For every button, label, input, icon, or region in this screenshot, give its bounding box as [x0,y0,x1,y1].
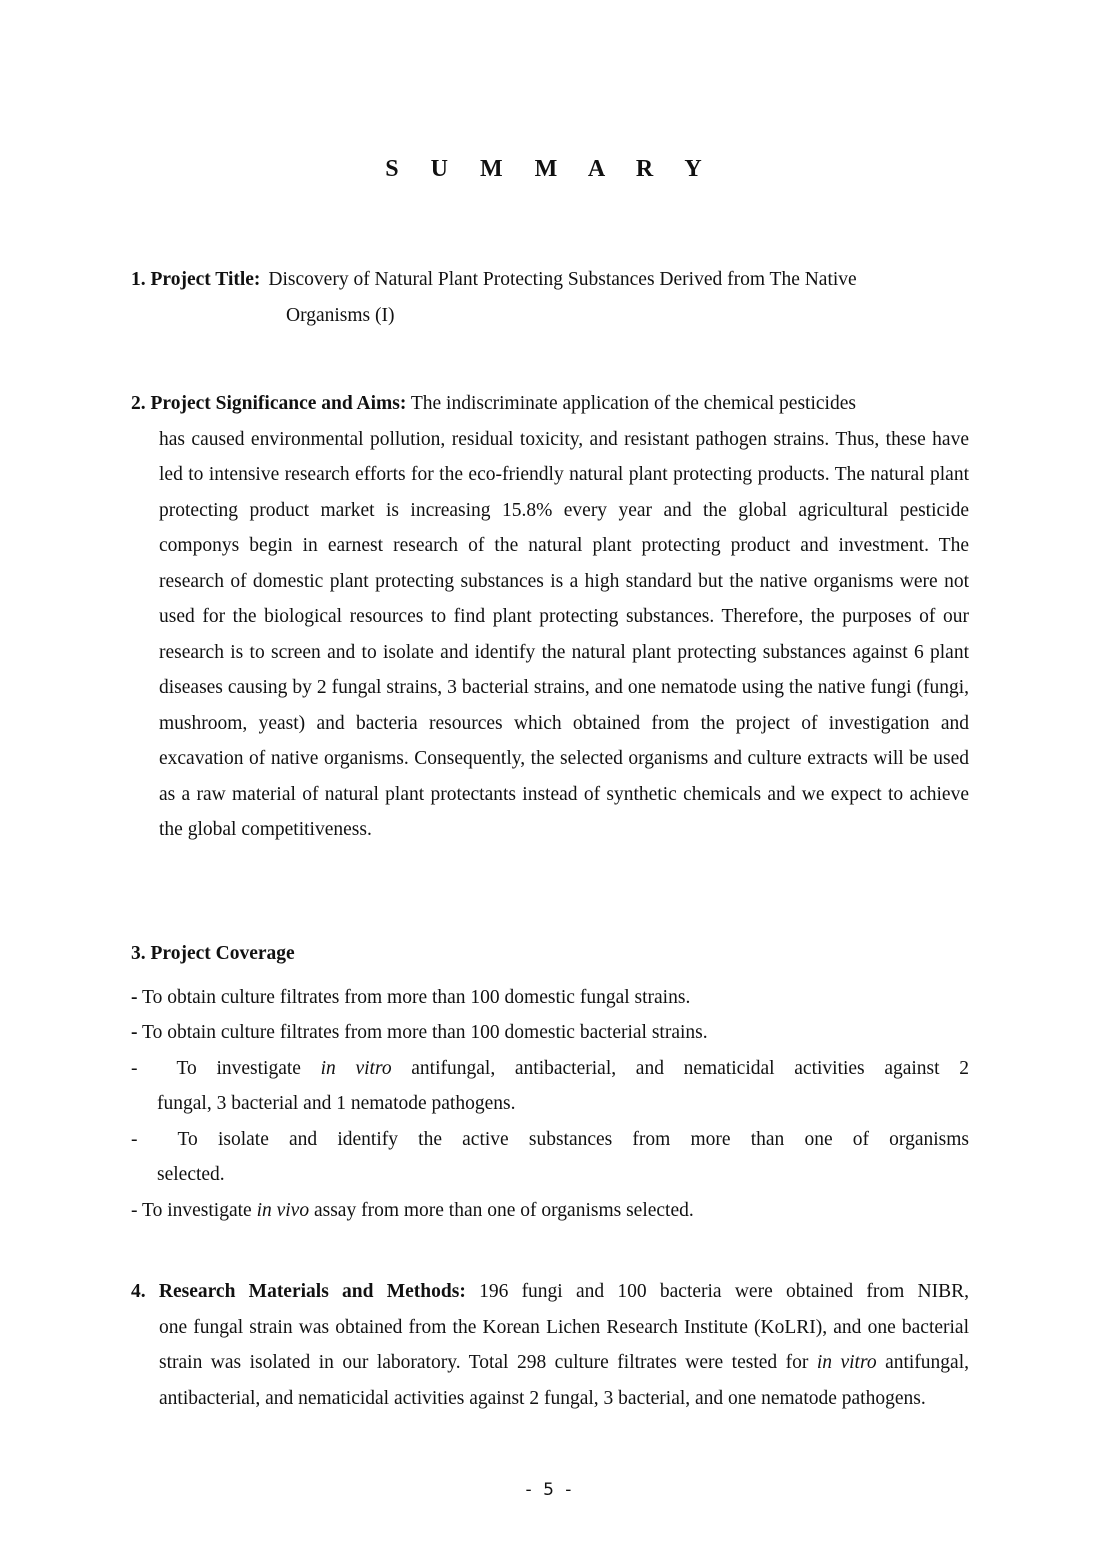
section-3-label: 3. Project Coverage [131,943,295,964]
section-2-body: has caused environmental pollution, residual toxicity, and resistant pathogen strains. Thus, these have led to intensive research efforts for the eco-friendly natural plant protecting products. The natural plant protecting product market is increasing 15.8% every year and the global agricultural pesticide componys begin in earnest research of the natural plant protecting product and investment. The research of domestic plant protecting substances is a high standard but the native organisms were not used for the biological resources to find plant protecting substances. Therefore, the purposes of our research is to screen and to isolate and identify the natural plant protecting substances against 6 plant diseases causing by 2 fungal strains, 3 bacterial strains, and one nematode using the native fungi (fungi, mushroom, yeast) and bacteria resources which obtained from the project of investigation and excavation of native organisms. Consequently, the selected organisms and culture extracts will be used as a raw material of natural plant protectants instead of synthetic chemicals and we expect to achieve the global competitiveness. [159,428,969,840]
coverage-item-text: To isolate and identify the active substances from more than one of organisms [177,1128,969,1150]
section-4-body-text: antifungal, antibacterial, and nematicidal activities against 2 fungal, 3 bacterial, and one nematode pathogens. [159,1352,969,1409]
section-1-label: 1. Project Title: [131,269,261,290]
section-materials-methods [131,1274,969,1416]
coverage-item-text: To investigate [176,1057,321,1079]
coverage-item-text: assay from more than one of organisms selected. [309,1199,694,1221]
coverage-item-text: To obtain culture filtrates from more than 100 domestic bacterial strains. [142,1022,708,1043]
section-2-first-line: The indiscriminate application of the chemical pesticides [406,393,856,414]
coverage-item-text: To obtain culture filtrates from more than 100 domestic fungal strains. [142,986,691,1008]
section-4-first-line: 196 fungi and 100 bacteria were obtained from NIBR, [465,1281,969,1302]
coverage-item: - To investigate in vitro antifungal, antibacterial, and nematicidal activities against 2 [131,1057,969,1079]
section-1-text-line2: Organisms (I) [286,304,395,326]
coverage-item-text: To investigate [142,1199,257,1221]
section-2-label: 2. Project Significance and Aims: [131,393,407,414]
section-project-title [131,262,969,333]
section-4-body [131,1310,969,1417]
coverage-item: - To obtain culture filtrates from more than 100 domestic bacterial strains. [131,1022,708,1043]
coverage-item: - To obtain culture filtrates from more than 100 domestic fungal strains. [131,986,691,1008]
coverage-item: - To isolate and identify the active substances from more than one of organisms [131,1128,969,1150]
coverage-item-text: antifungal, antibacterial, and nematicidal activities against 2 [391,1057,969,1079]
section-4-label: 4. Research Materials and Methods: [131,1281,466,1302]
coverage-item: - To investigate in vivo assay from more than one of organisms selected. [131,1199,694,1221]
coverage-item-continuation: selected. [157,1164,225,1185]
section-4-body-text: one fungal strain was obtained from the Korean Lichen Research Institute (KoLRI), and one bacterial strain was isolated in our laboratory. Total 298 culture filtrates were tested for [159,1316,969,1373]
italic-term: in vitro [816,1352,877,1373]
coverage-item-continuation: fungal, 3 bacterial and 1 nematode pathogens. [157,1093,516,1114]
section-significance-aims [131,386,969,848]
page-number: - 5 - [525,1480,575,1500]
italic-term: in vivo [256,1199,310,1221]
page-title: S U M M A R Y [385,156,715,182]
section-1-text-line1: Discovery of Natural Plant Protecting Substances Derived from The Native [268,269,857,290]
italic-term: in vitro [320,1057,392,1079]
section-project-coverage [131,936,969,1228]
